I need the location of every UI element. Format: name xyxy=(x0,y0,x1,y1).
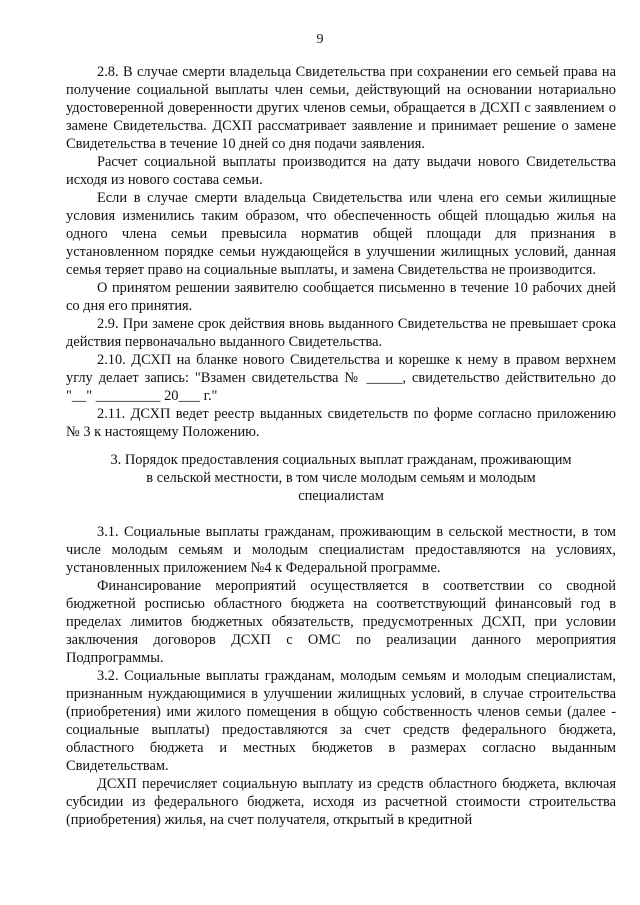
paragraph-calculation: Расчет социальной выплаты производится на дату выдачи нового Свидетельства исходя из нового состава семьи. xyxy=(66,154,616,188)
spacer xyxy=(66,441,616,451)
spacer xyxy=(66,505,616,523)
paragraph-3-2: 3.2. Социальные выплаты гражданам, молодым семьям и молодым специалистам, признанным нуждающимися в улучшении жилищных условий, в случае строительства (приобретения) ими жилого помещения в общую собственность членов семьи (далее - социальные выплаты) предоставляются за счет средств федерального бюджета, областного бюджета и местных бюджетов в размерах согласно выданным Свидетельствам. xyxy=(66,668,616,774)
paragraph-transfer: ДСХП перечисляет социальную выплату из средств областного бюджета, включая субсидии из федерального бюджета, исходя из расчетной стоимости строительства (приобретения) жилья, на счет получателя, открытый в кредитной xyxy=(66,776,616,828)
paragraph-2-8: 2.8. В случае смерти владельца Свидетельства при сохранении его семьей права на получение социальной выплаты член семьи, действующий на основании нотариально удостоверенной доверенности других членов семьи, обращается в ДСХП с заявлением о замене Свидетельства. ДСХП рассматривает заявление и принимает решение о замене Свидетельства в течение 10 дней со дня подачи заявления. xyxy=(66,64,616,152)
document-body xyxy=(66,63,616,829)
paragraph-notification: О принятом решении заявителю сообщается письменно в течение 10 рабочих дней со дня его принятия. xyxy=(66,280,616,314)
paragraph-3-1: 3.1. Социальные выплаты гражданам, проживающим в сельской местности, в том числе молодым семьям и молодым специалистам предоставляются на условиях, установленных приложением №4 к Федеральной программе. xyxy=(66,524,616,576)
paragraph-financing: Финансирование мероприятий осуществляется в соответствии со сводной бюджетной росписью областного бюджета на соответствующий финансовый год в пределах лимитов бюджетных обязательств, предусмотренных ДСХП, при условии заключения договоров ДСХП с ОМС по реализации данного мероприятия Подпрограммы. xyxy=(66,578,616,666)
paragraph-death-conditions: Если в случае смерти владельца Свидетельства или члена его семьи жилищные условия изменились таким образом, что обеспеченность общей площадью жилья на одного члена семьи превысила норматив общей площади для признания в установленном порядке семьи нуждающейся в улучшении жилищных условий, данная семья теряет право на социальные выплаты, и замена Свидетельства не производится. xyxy=(66,190,616,278)
paragraph-2-9: 2.9. При замене срок действия вновь выданного Свидетельства не превышает срока действия первоначально выданного Свидетельства. xyxy=(66,316,616,350)
page-number: 9 xyxy=(316,32,324,47)
section-heading: 3. Порядок предоставления социальных выплат гражданам, проживающим в сельской местности, в том числе молодым семьям и молодым специалистам xyxy=(110,452,572,504)
paragraph-2-10: 2.10. ДСХП на бланке нового Свидетельства и корешке к нему в правом верхнем углу делает запись: "Взамен свидетельства № _____, свидетельство действительно до "__" _________ 20___ г." xyxy=(66,352,616,404)
paragraph-2-11: 2.11. ДСХП ведет реестр выданных свидетельств по форме согласно приложению № 3 к настоящему Положению. xyxy=(66,406,616,440)
